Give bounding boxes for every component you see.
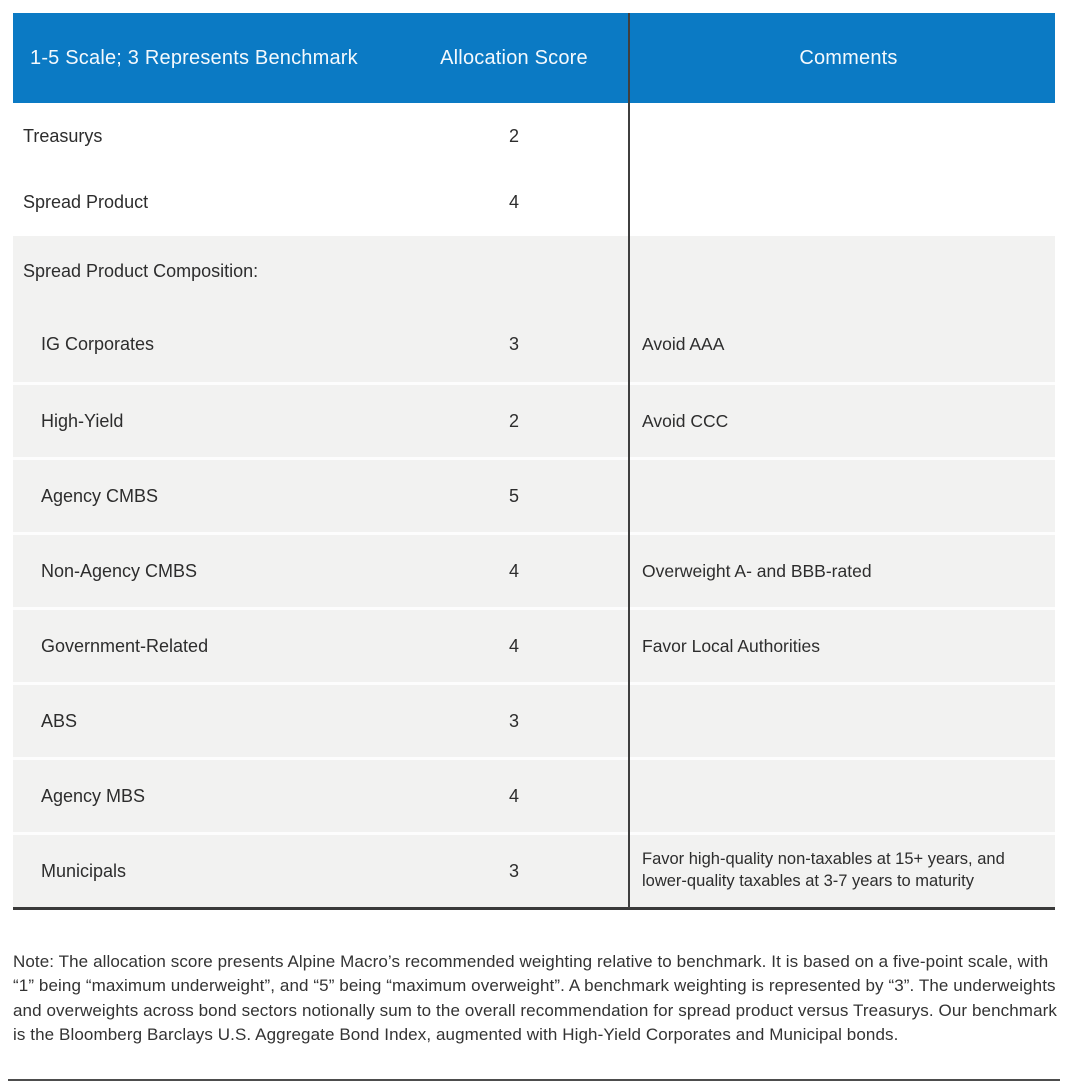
table-row-non-agency-cmbs — [13, 532, 1055, 607]
row-comment: Favor Local Authorities — [642, 635, 821, 656]
header-allocation-score-column: Allocation Score — [440, 46, 588, 69]
table-row-ig-corporates — [13, 307, 1055, 382]
row-score: 4 — [508, 192, 519, 213]
footnote-text: Note: The allocation score presents Alpine Macro’s recommended weighting relative to benchmark. It is based on a five-point scale, with “1” being “maximum underweight”, and “5” being “maximum overweight”. A benchmark weighting is represented by “3”. The underweights and overweights across bond sectors notionally sum to the overall recommendation for spread product versus Treasurys. Our benchmark is the Bloomberg Barclays U.S. Aggregate Bond Index, augmented with High-Yield Corporates and Municipal bonds. — [13, 952, 1057, 1044]
row-comment: Avoid AAA — [642, 334, 725, 354]
row-label: Spread Product — [23, 192, 149, 213]
row-score: 3 — [508, 860, 519, 881]
table-row-treasurys — [13, 103, 1055, 170]
row-score: 4 — [508, 560, 519, 581]
figure-bottom-rule — [8, 1079, 1060, 1081]
section-header-label: Spread Product Composition: — [23, 261, 259, 281]
table-row-government-related — [13, 607, 1055, 682]
table-row-agency-cmbs — [13, 457, 1055, 532]
row-comment: Avoid CCC — [642, 410, 729, 431]
row-score: 3 — [508, 334, 519, 354]
row-label: Government-Related — [41, 635, 209, 656]
row-score: 3 — [508, 710, 519, 731]
header-scale-column: 1-5 Scale; 3 Represents Benchmark — [30, 46, 358, 69]
allocation-table — [13, 13, 1055, 910]
table-row-spread-product — [13, 170, 1055, 237]
row-comment: Favor high-quality non-taxables at 15+ years, and lower-quality taxables at 3-7 years to maturity — [642, 850, 1005, 890]
table-row-agency-mbs — [13, 757, 1055, 832]
row-label: Agency CMBS — [41, 485, 159, 506]
table-header-row — [13, 13, 1055, 103]
comments-column-divider — [628, 13, 630, 908]
row-label: Non-Agency CMBS — [41, 560, 198, 581]
row-score: 2 — [508, 410, 519, 431]
header-comments-column: Comments — [799, 46, 898, 69]
row-score: 5 — [508, 485, 519, 506]
section-header-row — [13, 236, 1055, 307]
row-label: Agency MBS — [41, 785, 146, 806]
row-score: 4 — [508, 635, 519, 656]
row-label: Treasurys — [23, 125, 103, 146]
row-label: ABS — [41, 710, 78, 731]
spread-product-composition-section — [13, 236, 1055, 907]
table-row-high-yield — [13, 382, 1055, 457]
row-label: IG Corporates — [41, 334, 155, 354]
table-row-municipals — [13, 832, 1055, 907]
row-score: 4 — [508, 785, 519, 806]
row-label: Municipals — [41, 860, 127, 881]
table-row-abs — [13, 682, 1055, 757]
row-comment: Overweight A- and BBB-rated — [642, 560, 872, 581]
table-bottom-border — [13, 907, 1055, 910]
row-score: 2 — [508, 125, 519, 146]
row-label: High-Yield — [41, 410, 124, 431]
